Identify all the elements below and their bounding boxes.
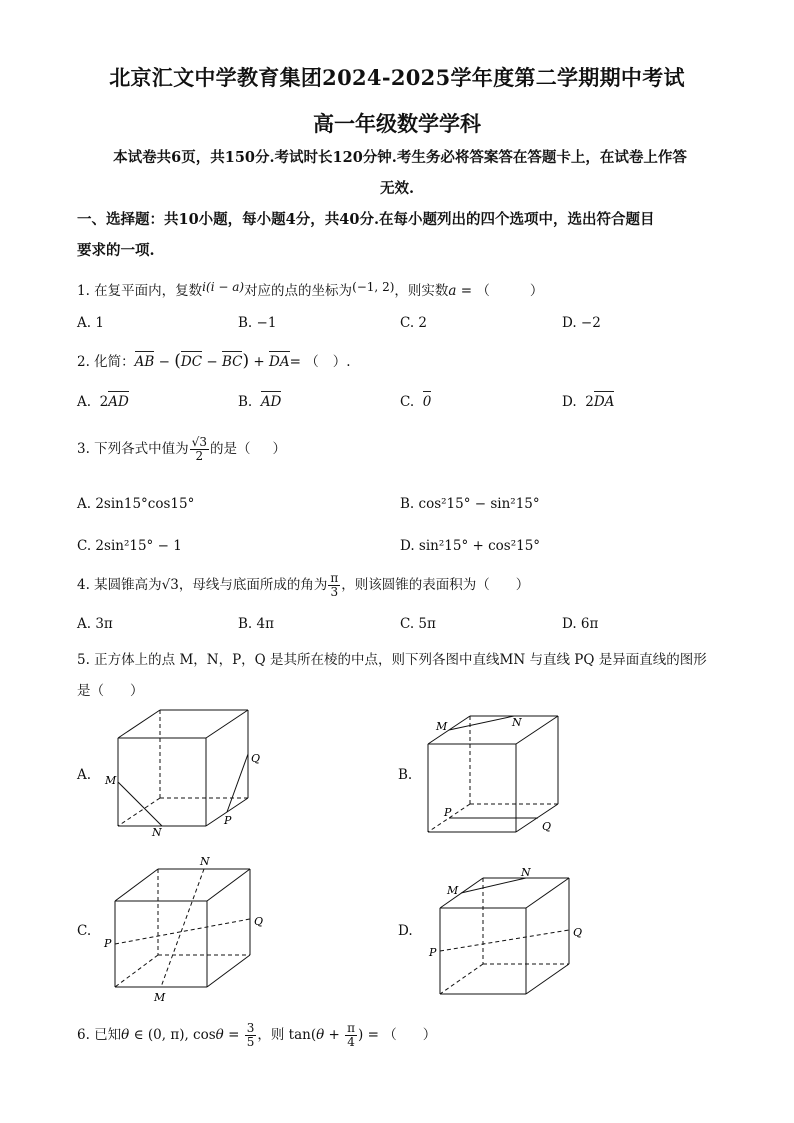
q3-fraction — [190, 436, 209, 463]
q3-suffix: 的是（ — [209, 441, 251, 458]
fig-a-label-p: P — [224, 814, 232, 827]
q5-line2-text: 是（ — [77, 683, 104, 699]
fig-d-label-m: M — [447, 884, 459, 897]
q6-cos-fraction — [245, 1022, 257, 1049]
q5-figure-d — [425, 864, 605, 1004]
q6-middle: ，则 tan( — [257, 1027, 317, 1044]
q4-option-d: D. 6π — [562, 616, 599, 632]
question-4 — [77, 572, 529, 599]
fig-b-label-p: P — [444, 806, 452, 819]
instructions-line1: 本试卷共6页，共150分.考试时长120分钟.考生务必将答案答在答题卡上，在试卷上作答 — [113, 149, 687, 166]
q2-option-d-label: D. — [562, 394, 577, 410]
fig-a-label-n: N — [152, 826, 162, 839]
q3-close: ） — [272, 441, 286, 458]
q1-option-d: D. −2 — [562, 315, 601, 331]
q4-option-b: B. 4π — [238, 616, 274, 632]
fig-c-label-m: M — [154, 991, 166, 1004]
q4-height: √3 — [161, 577, 179, 594]
q1-var: a — [448, 283, 457, 299]
q1-option-b: B. −1 — [238, 315, 277, 331]
q4-close: ） — [515, 577, 530, 594]
q3-prefix: 3. 下列各式中值为 — [77, 441, 189, 458]
q6-pi-num: π — [347, 1021, 356, 1035]
q2-option-a-vec: AD — [108, 394, 129, 410]
fig-c-label-q: Q — [254, 915, 264, 928]
q2-option-b-vec: AD — [260, 394, 282, 410]
instructions-line2: 无效. — [379, 180, 415, 197]
q5-option-b-label: B. — [398, 767, 413, 783]
fig-c-label-p: P — [104, 937, 112, 950]
question-6 — [77, 1022, 436, 1049]
q2-vec-ab: AB — [134, 354, 155, 370]
exam-title: 北京汇文中学教育集团2024-2025学年度第二学期期中考试 — [109, 65, 685, 90]
q3-frac-den: 2 — [195, 449, 204, 464]
fig-a-label-m: M — [105, 774, 117, 787]
q1-coord: (−1, 2) — [352, 280, 395, 294]
q6-theta-3: θ — [316, 1027, 325, 1044]
q4-option-a: A. 3π — [77, 616, 113, 632]
q5-option-a-label: A. — [77, 767, 92, 783]
q6-frac-num: 3 — [246, 1021, 255, 1035]
q2-suffix: = （ — [289, 354, 319, 370]
q5-figure-c — [100, 855, 280, 1005]
q2-vec-dc: DC — [180, 354, 203, 370]
q2-option-d — [562, 394, 614, 410]
q6-close: ） — [422, 1027, 437, 1044]
q5-option-d-label: D. — [398, 923, 413, 939]
fig-a-label-q: Q — [251, 752, 261, 765]
q5-figure-a — [100, 700, 280, 840]
fig-b-label-q: Q — [542, 820, 552, 833]
q2-vec-bc: BC — [221, 354, 243, 370]
q6-plus: + — [324, 1027, 345, 1044]
q2-close: ）. — [332, 354, 351, 370]
q2-option-a — [77, 394, 129, 410]
q2-option-c-label: C. — [400, 394, 415, 410]
q2-option-d-vec: DA — [593, 394, 615, 410]
question-5-line1: 5. 正方体上的点 M，N，P，Q 是其所在棱的中点，则下列各图中直线MN 与直线 PQ 是异面直线的图形 — [77, 652, 707, 668]
question-2: 2. 化简：AB − (DC − BC) + DA= （ ）. — [77, 351, 351, 371]
q4-option-c: C. 5π — [400, 616, 436, 632]
q6-suffix: ) = （ — [358, 1027, 397, 1044]
fig-d-label-p: P — [429, 946, 437, 959]
q2-option-d-coef: 2 — [585, 394, 594, 410]
q3-option-b: B. cos²15° − sin²15° — [400, 496, 540, 512]
q1-expr: i(i − a) — [202, 280, 245, 294]
question-3 — [77, 436, 286, 463]
q2-option-a-coef: 2 — [99, 394, 109, 410]
q3-frac-num: √3 — [191, 435, 207, 449]
q4-suffix: ，则该圆锥的表面积为（ — [341, 577, 490, 594]
q1-suffix: ，则实数 — [394, 283, 449, 299]
q4-prefix: 4. 某圆锥高为 — [77, 577, 162, 594]
q6-pi-den: 4 — [347, 1035, 355, 1050]
fig-d-label-q: Q — [573, 926, 583, 939]
q1-middle: 对应的点的坐标为 — [244, 283, 353, 299]
question-1 — [77, 279, 543, 299]
q6-prefix: 6. 已知 — [77, 1027, 122, 1044]
exam-subject: 高一年级数学学科 — [313, 111, 481, 136]
fig-b-label-m: M — [436, 720, 448, 733]
q5-close: ） — [130, 683, 144, 699]
q6-cond: ∈ (0, π), cos — [129, 1027, 216, 1044]
section-heading-line2: 要求的一项. — [77, 242, 155, 259]
q2-vec-da: DA — [269, 354, 290, 370]
q1-option-c: C. 2 — [400, 315, 428, 331]
q5-figure-b — [418, 706, 598, 840]
fig-c-label-n: N — [200, 855, 210, 868]
q2-option-a-label: A. — [77, 394, 92, 410]
q3-option-c: C. 2sin²15° − 1 — [77, 538, 182, 554]
q1-eq: = （ — [456, 283, 490, 299]
q2-option-b-label: B. — [238, 394, 253, 410]
q2-option-b — [238, 394, 281, 410]
q4-angle-den: 3 — [330, 585, 339, 600]
q6-theta-2: θ — [215, 1027, 224, 1044]
q6-theta: θ — [121, 1027, 130, 1044]
q1-prefix: 1. 在复平面内，复数 — [77, 283, 203, 299]
question-5-line2 — [77, 679, 144, 699]
q2-prefix: 2. 化简： — [77, 354, 135, 370]
q1-option-a: A. 1 — [77, 315, 104, 331]
q4-angle-fraction — [328, 572, 340, 599]
fig-d-label-n: N — [521, 866, 531, 879]
q4-middle: ，母线与底面所成的角为 — [178, 577, 328, 594]
q6-eq: = — [223, 1027, 244, 1044]
q6-pi-fraction — [345, 1022, 357, 1049]
q6-frac-den: 5 — [246, 1035, 255, 1050]
q3-option-d: D. sin²15° + cos²15° — [400, 538, 541, 554]
q5-option-c-label: C. — [77, 923, 92, 939]
q4-angle-num: π — [330, 571, 339, 585]
fig-b-label-n: N — [512, 716, 522, 729]
q3-option-a: A. 2sin15°cos15° — [77, 496, 195, 512]
q2-option-c-vec: 0 — [422, 394, 432, 410]
section-heading-line1: 一、选择题：共10小题，每小题4分，共40分.在每小题列出的四个选项中，选出符合题目 — [77, 211, 655, 228]
q2-option-c — [400, 394, 431, 410]
q1-close: ） — [529, 283, 544, 299]
